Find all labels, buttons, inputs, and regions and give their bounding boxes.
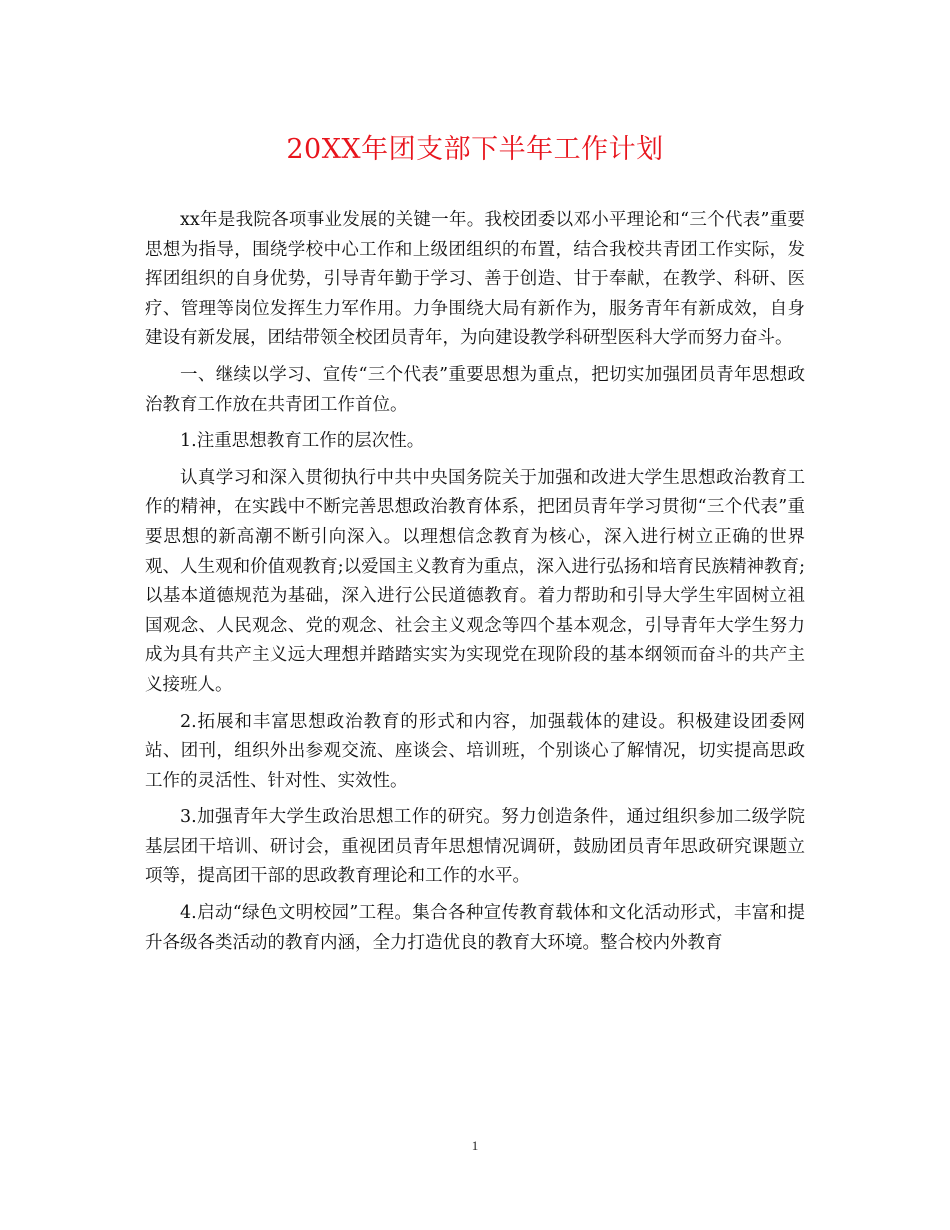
paragraph-section-1-heading: 一、继续以学习、宣传“三个代表”重要思想为重点，把切实加强团员青年思想政治教育工作放在共青团工作首位。 — [145, 364, 805, 415]
paragraph-item-2: 2.拓展和丰富思想政治教育的形式和内容，加强载体的建设。积极建设团委网站、团刊，组织外出参观交流、座谈会、培训班，个别谈心了解情况，切实提高思政工作的灵活性、针对性、实效性。 — [145, 711, 805, 791]
paragraph-item-3: 3.加强青年大学生政治思想工作的研究。努力创造条件，通过组织参加二级学院基层团干培训、研讨会，重视团员青年思想情况调研，鼓励团员青年思政研究课题立项等，提高团干部的思政教育理论和工作的水平。 — [145, 807, 805, 887]
document-title: 20XX年团支部下半年工作计划 — [286, 134, 664, 165]
paragraph-item-1-heading: 1.注重思想教育工作的层次性。 — [180, 431, 425, 452]
paragraph-item-1-body: 认真学习和深入贯彻执行中共中央国务院关于加强和改进大学生思想政治教育工作的精神，在实践中不断完善思想政治教育体系，把团员青年学习贯彻“三个代表”重要思想的新高潮不断引向深入。以理想信念教育为核心，深入进行树立正确的世界观、人生观和价值观教育;以爱国主义教育为重点，深入进行弘扬和培育民族精神教育;以基本道德规范为基础，深入进行公民道德教育。着力帮助和引导大学生牢固树立祖国观念、人民观念、党的观念、社会主义观念等四个基本观念，引导青年大学生努力成为具有共产主义远大理想并踏踏实实为实现党在现阶段的基本纲领而奋斗的共产主义接班人。 — [145, 467, 805, 695]
paragraph-item-4: 4.启动“绿色文明校园”工程。集合各种宣传教育载体和文化活动形式，丰富和提升各级各类活动的教育内涵，全力打造优良的教育大环境。整合校内外教育 — [145, 903, 805, 953]
paragraph-intro: xx年是我院各项事业发展的关键一年。我校团委以邓小平理论和“三个代表”重要思想为指导，围绕学校中心工作和上级团组织的布置，结合我校共青团工作实际，发挥团组织的自身优势，引导青年勤于学习、善于创造、甘于奉献，在教学、科研、医疗、管理等岗位发挥生力军作用。力争围绕大局有新作为，服务青年有新成效，自身建设有新发展，团结带领全校团员青年，为向建设教学科研型医科大学而努力奋斗。 — [145, 210, 805, 349]
document-body — [145, 206, 805, 965]
page-number: 1 — [471, 1138, 479, 1153]
